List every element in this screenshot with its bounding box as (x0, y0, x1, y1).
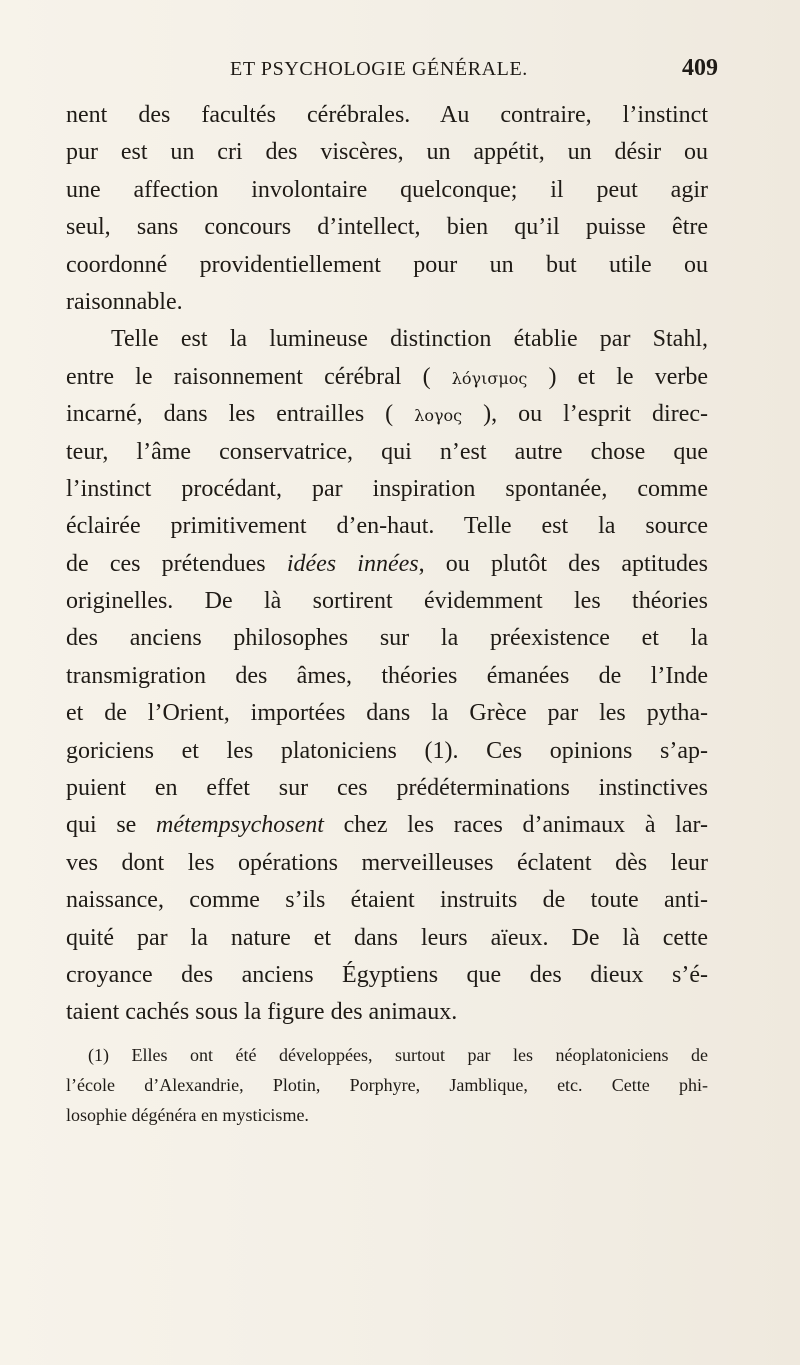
text-line: l’instinct procédant, par inspiration spontanée, comme (66, 475, 708, 502)
text-line: nent des facultés cérébrales. Au contraire, l’instinct (66, 102, 708, 128)
text-line-with-greek (66, 396, 708, 433)
text-line: originelles. De là sortirent évidemment les théories (66, 588, 708, 615)
text-line: goriciens et les platoniciens (1). Ces opinions s’ap- (66, 737, 708, 764)
text-fragment: qui se (66, 812, 156, 839)
text-line-with-italic (66, 807, 708, 844)
text-line: une affection involontaire quelconque; il peut agir (66, 176, 708, 203)
main-text (66, 97, 708, 1032)
text-fragment: , ou plutôt des aptitudes (418, 550, 708, 577)
text-line: et de l’Orient, importées dans la Grèce par les pytha- (66, 700, 708, 727)
running-head: ET PSYCHOLOGIE GÉNÉRALE. (230, 58, 528, 80)
text-fragment: ) et le verbe (548, 363, 708, 390)
greek-word-logos: λογος (414, 406, 463, 426)
text-line: quité par la nature et dans leurs aïeux. De là cette (66, 924, 708, 951)
text-line: ves dont les opérations merveilleuses éclatent dès leur (66, 849, 708, 876)
text-line: raisonnable. (66, 288, 183, 315)
greek-word-logismos: λόγισμος (451, 368, 528, 388)
footnote-line: losophie dégénéra en mysticisme. (66, 1105, 309, 1125)
text-line-with-greek (66, 359, 708, 396)
text-line: naissance, comme s’ils étaient instruits de toute anti- (66, 887, 708, 914)
footnote-line: (1) Elles ont été développées, surtout par les néoplatoniciens de (88, 1045, 708, 1065)
page-number: 409 (682, 55, 718, 81)
text-fragment: entre le raisonnement cérébral ( (66, 363, 431, 390)
page-header (0, 55, 800, 88)
text-line: puient en effet sur ces prédéterminations instinctives (66, 775, 708, 802)
text-line: éclairée primitivement d’en-haut. Telle est la source (66, 513, 708, 540)
text-fragment: incarné, dans les entrailles ( (66, 401, 394, 428)
text-line: teur, l’âme conservatrice, qui n’est autre chose que (66, 438, 708, 465)
italic-phrase: métempsychosent (156, 812, 324, 839)
text-fragment: de ces prétendues (66, 550, 287, 577)
text-line: des anciens philosophes sur la préexistence et la (66, 625, 708, 652)
text-line-with-italic (66, 546, 708, 583)
text-line: seul, sans concours d’intellect, bien qu’il puisse être (66, 214, 708, 241)
text-fragment: chez les races d’animaux à lar- (323, 812, 708, 839)
text-line: croyance des anciens Égyptiens que des dieux s’é- (66, 961, 708, 988)
text-line: taient cachés sous la figure des animaux. (66, 999, 458, 1026)
footnote (66, 1040, 708, 1130)
footnote-line: l’école d’Alexandrie, Plotin, Porphyre, Jamblique, etc. Cette phi- (66, 1075, 708, 1095)
text-line: transmigration des âmes, théories émanées de l’Inde (66, 662, 708, 689)
text-line: pur est un cri des viscères, un appétit, un désir ou (66, 139, 708, 166)
text-fragment: ), ou l’esprit direc- (483, 401, 709, 428)
italic-phrase: idées innées (286, 550, 419, 577)
text-line: Telle est la lumineuse distinction établie par Stahl, (111, 326, 708, 353)
text-line: coordonné providentiellement pour un but utile ou (66, 251, 708, 278)
